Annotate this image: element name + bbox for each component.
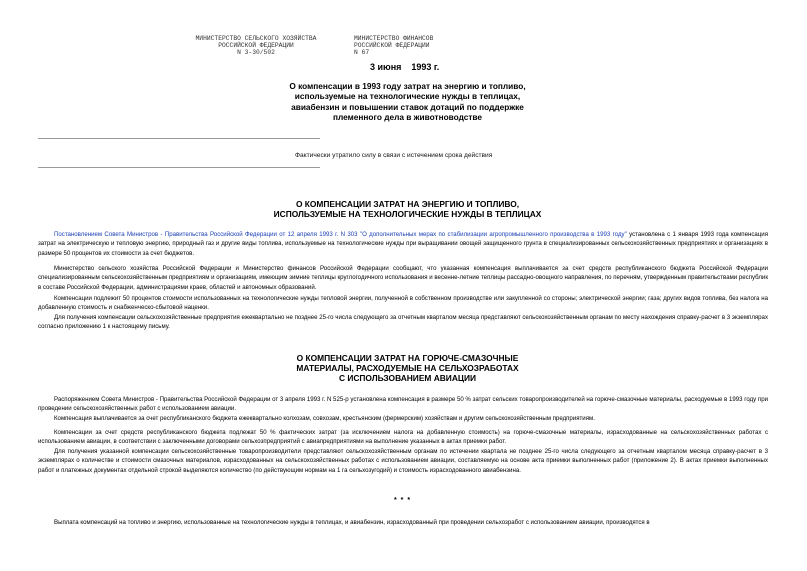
section2-paragraph-2: Компенсация выплачивается за счет республиканского бюджета ежеквартально колхозам, совхозам, крестьянским (фермерским) хозяйствам и другим сельскохозяйственным предприятиям. — [54, 415, 595, 422]
document-title — [250, 81, 565, 123]
header-right-line: МИНИСТЕРСТВО ФИНАНСОВ — [354, 35, 434, 42]
section1-paragraph-2: Министерство сельского хозяйства Российской Федерации и Министерство финансов Российской Федерации сообщают, что указанная компенсация выплачивается за счет средств республиканского бюджета Российской Федерации специализированным сельскохозяйственным предприятиям и организациям, имеющим зимние теплицы круглогодичного использования и весенне-летние теплицы рассадно-овощного направления, по перечням, утвержденным правительствами республик в составе Российской Федерации, администрациями краев, областей и автономных образований. — [38, 265, 768, 291]
header-left-line: N 3-30/502 — [237, 49, 275, 57]
header-ministry-agriculture — [186, 35, 326, 57]
header-left-line: РОССИЙСКОЙ ФЕДЕРАЦИИ — [218, 42, 294, 50]
document-date: 3 июня 1993 г. — [370, 62, 440, 72]
heading-line: ИСПОЛЬЗУЕМЫЕ НА ТЕХНОЛОГИЧЕСКИЕ НУЖДЫ В ТЕПЛИЦАХ — [273, 209, 542, 220]
header-right-line: РОССИЙСКОЙ ФЕДЕРАЦИИ — [354, 42, 430, 50]
section2-paragraph-1: Распоряжением Совета Министров - Правительства Российской Федерации от 3 апреля 1993 г. N 525-р установлена компенсация в размере 50 % затрат сельских товаропроизводителей на горюче-смазочные материалы, расходуемые в 1993 году при проведении сельскохозяйственных работ с использованием авиации. — [38, 396, 768, 413]
heading-line: О КОМПЕНСАЦИИ ЗАТРАТ НА ГОРЮЧЕ-СМАЗОЧНЫЕ — [296, 353, 519, 363]
section1-paragraph-4: Для получения компенсации сельскохозяйственные предприятия ежеквартально не позднее 25-го числа следующего за отчетным кварталом месяца представляют сельскохозяйственным органам по месту нахождения справку-расчет в 3 экземплярах согласно приложению 1 к настоящему письму. — [38, 314, 768, 331]
title-line: используемые на технологические нужды в теплицах, — [294, 91, 521, 102]
decree-link[interactable]: Постановлением Совета Министров - Правительства Российской Федерации от 12 апреля 1993 г. N 303 "О дополнительных мерах по стабилизации агропромышленного производства в 1993 году" — [54, 231, 627, 238]
section2-paragraph-3: Компенсации за счет средств республиканского бюджета подлежат 50 % фактических затрат (за исключением налога на добавленную стоимость) на горюче-смазочные материалы, израсходованные на сельскохозяйственных работах с использованием авиации, в соответствии с заключенными договорами сельхозпредприятий с авиапредприятиями на выполнение указанных в актах приемки работ. — [38, 429, 768, 446]
section2-heading — [250, 353, 565, 384]
section1-heading — [250, 199, 565, 219]
section1-paragraph-3: Компенсации подлежит 50 процентов стоимости использованных на технологические нужды тепловой энергии, полученной в собственном производстве или закупленной со стороны; электрической энергии; газа; других видов топлива, без налога на добавленную стоимость и снабженческо-сбытовой наценки. — [38, 295, 768, 312]
header-right-line: N 67 — [354, 49, 370, 57]
divider — [38, 167, 320, 168]
section2-paragraph-4: Для получения указанной компенсации сельскохозяйственные товаропроизводители представляют сельскохозяйственным органам по истечении квартала не позднее 25-го числа следующего за отчетным кварталом месяца справку-расчет в 3 экземплярах о количестве и стоимости смазочных материалов, израсходованных на сельскохозяйственных работах с использованием авиации, составляемую на основе акта приемки выполненных работ (приложение 2). В актах приемки выполненных работ и платежных документах отдельной строкой выделяются количество (по действующим нормам на 1 га сельхозугодий) и стоимость израсходованного авиабензина. — [38, 448, 768, 474]
paragraph-text: установлена с 1 января 1993 года компенсация затрат на электрическую и тепловую энергию, природный газ и другие виды топлива, используемые на технологические нужды при выращивании овощей защищенного грунта в специализированных сельскохозяйственных предприятиях и организациях в размере 50 процентов их стоимости за счет бюджетов. — [38, 231, 768, 257]
final-paragraph: Выплата компенсаций на топливо и энергию, использованные на технологические нужды в теплицах, и авиабензин, израсходованный при проведении сельхозработ с использованием авиации, производятся в — [54, 519, 650, 526]
title-line: О компенсации в 1993 году затрат на энергию и топливо, — [289, 81, 526, 91]
section1-paragraph-1 — [38, 230, 768, 258]
heading-line: МАТЕРИАЛЫ, РАСХОДУЕМЫЕ НА СЕЛЬХОЗРАБОТАХ — [296, 363, 519, 374]
heading-line: С ИСПОЛЬЗОВАНИЕМ АВИАЦИИ — [338, 373, 477, 384]
divider — [38, 138, 320, 139]
status-note: Фактически утратило силу в связи с истечением срока действия — [295, 152, 493, 159]
separator-asterisks: * * * — [394, 497, 412, 504]
heading-line: О КОМПЕНСАЦИИ ЗАТРАТ НА ЭНЕРГИЮ И ТОПЛИВО, — [295, 199, 520, 209]
title-line: авиабензин и повышении ставок дотаций по поддержке — [291, 101, 524, 112]
header-left-line: МИНИСТЕРСТВО СЕЛЬСКОГО ХОЗЯЙСТВА — [195, 35, 317, 42]
header-ministry-finance — [354, 35, 474, 57]
title-line: племенного дела в животноводстве — [332, 112, 483, 123]
